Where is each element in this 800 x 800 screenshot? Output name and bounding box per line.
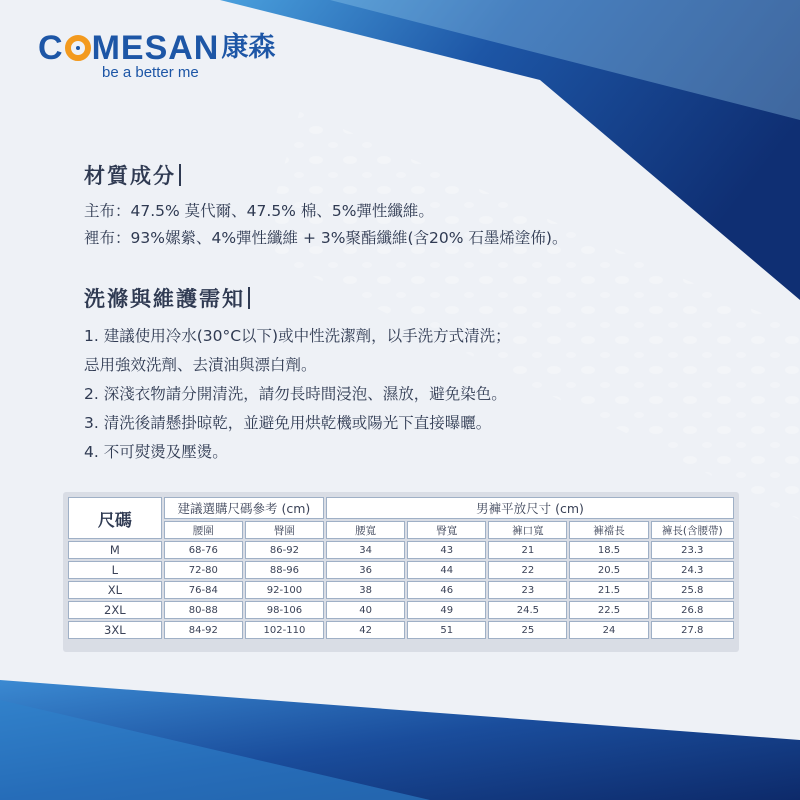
care-line-3: 2. 深淺衣物請分開清洗，請勿長時間浸泡、濕放，避免染色。 (84, 385, 507, 403)
table-row (68, 541, 734, 559)
material-title-block (84, 160, 181, 190)
brand-name-prefix: C (38, 29, 64, 67)
table-cell: 24 (569, 621, 648, 639)
brand-logo (38, 30, 275, 81)
brand-o-icon (65, 35, 91, 61)
size-label: XL (68, 581, 162, 599)
material-lines (84, 198, 567, 252)
col-header-length: 褲長(含腰帶) (651, 521, 734, 539)
table-cell: 46 (407, 581, 486, 599)
table-cell: 68-76 (164, 541, 243, 559)
brand-name-suffix: MESAN (91, 29, 220, 67)
title-bar (179, 164, 181, 186)
table-cell: 20.5 (569, 561, 648, 579)
care-line-2: 忌用強效洗劑、去漬油與漂白劑。 (84, 356, 317, 374)
table-row (68, 561, 734, 579)
size-table-frame (63, 492, 739, 652)
table-cell: 80-88 (164, 601, 243, 619)
col-header-leg-opening: 褲口寬 (488, 521, 567, 539)
table-row (68, 581, 734, 599)
table-cell: 84-92 (164, 621, 243, 639)
table-subheader-row (68, 521, 734, 539)
table-cell: 26.8 (651, 601, 734, 619)
table-cell: 18.5 (569, 541, 648, 559)
table-cell: 23.3 (651, 541, 734, 559)
material-line-1: 主布：47.5% 莫代爾、47.5% 棉、5%彈性纖維。 (84, 202, 434, 220)
reference-group-header: 建議選購尺碼參考 (cm) (164, 497, 324, 519)
care-line-1: 1. 建議使用冷水(30°C以下)或中性洗潔劑，以手洗方式清洗； (84, 327, 511, 345)
table-cell: 25 (488, 621, 567, 639)
material-title: 材質成分 (84, 164, 176, 188)
care-title: 洗滌與維護需知 (84, 287, 245, 311)
table-cell: 102-110 (245, 621, 324, 639)
table-cell: 27.8 (651, 621, 734, 639)
size-label: L (68, 561, 162, 579)
flat-size-group-header: 男褲平放尺寸 (cm) (326, 497, 734, 519)
table-cell: 76-84 (164, 581, 243, 599)
size-table (66, 495, 736, 641)
table-cell: 25.8 (651, 581, 734, 599)
col-header-rise: 褲襠長 (569, 521, 648, 539)
col-header-hip: 臀圍 (245, 521, 324, 539)
material-line-2: 裡布：93%嫘縈、4%彈性纖維 + 3%聚酯纖維(含20% 石墨烯塗佈)。 (84, 229, 568, 247)
table-row (68, 621, 734, 639)
table-cell: 44 (407, 561, 486, 579)
brand-tagline: be a better me (102, 64, 199, 81)
title-bar (248, 287, 250, 309)
table-cell: 98-106 (245, 601, 324, 619)
table-cell: 24.3 (651, 561, 734, 579)
col-header-hip-width: 臀寬 (407, 521, 486, 539)
col-header-waist: 腰圍 (164, 521, 243, 539)
table-cell: 88-96 (245, 561, 324, 579)
size-label: M (68, 541, 162, 559)
table-cell: 22 (488, 561, 567, 579)
table-cell: 49 (407, 601, 486, 619)
table-cell: 92-100 (245, 581, 324, 599)
size-column-header: 尺碼 (68, 497, 162, 539)
care-line-4: 3. 清洗後請懸掛晾乾，並避免用烘乾機或陽光下直接曝曬。 (84, 414, 492, 432)
care-lines (84, 322, 511, 467)
table-cell: 42 (326, 621, 405, 639)
size-label: 2XL (68, 601, 162, 619)
table-cell: 23 (488, 581, 567, 599)
table-cell: 72-80 (164, 561, 243, 579)
col-header-waist-width: 腰寬 (326, 521, 405, 539)
care-title-block (84, 283, 250, 313)
table-cell: 36 (326, 561, 405, 579)
table-cell: 40 (326, 601, 405, 619)
table-row (68, 601, 734, 619)
table-cell: 21.5 (569, 581, 648, 599)
table-cell: 21 (488, 541, 567, 559)
table-cell: 86-92 (245, 541, 324, 559)
care-line-5: 4. 不可熨燙及壓燙。 (84, 443, 228, 461)
table-cell: 22.5 (569, 601, 648, 619)
table-cell: 34 (326, 541, 405, 559)
table-cell: 43 (407, 541, 486, 559)
brand-name-cn: 康森 (221, 32, 276, 63)
table-cell: 38 (326, 581, 405, 599)
table-cell: 24.5 (488, 601, 567, 619)
brand-wordmark (38, 30, 275, 66)
table-header-row (68, 497, 734, 519)
size-label: 3XL (68, 621, 162, 639)
table-cell: 51 (407, 621, 486, 639)
